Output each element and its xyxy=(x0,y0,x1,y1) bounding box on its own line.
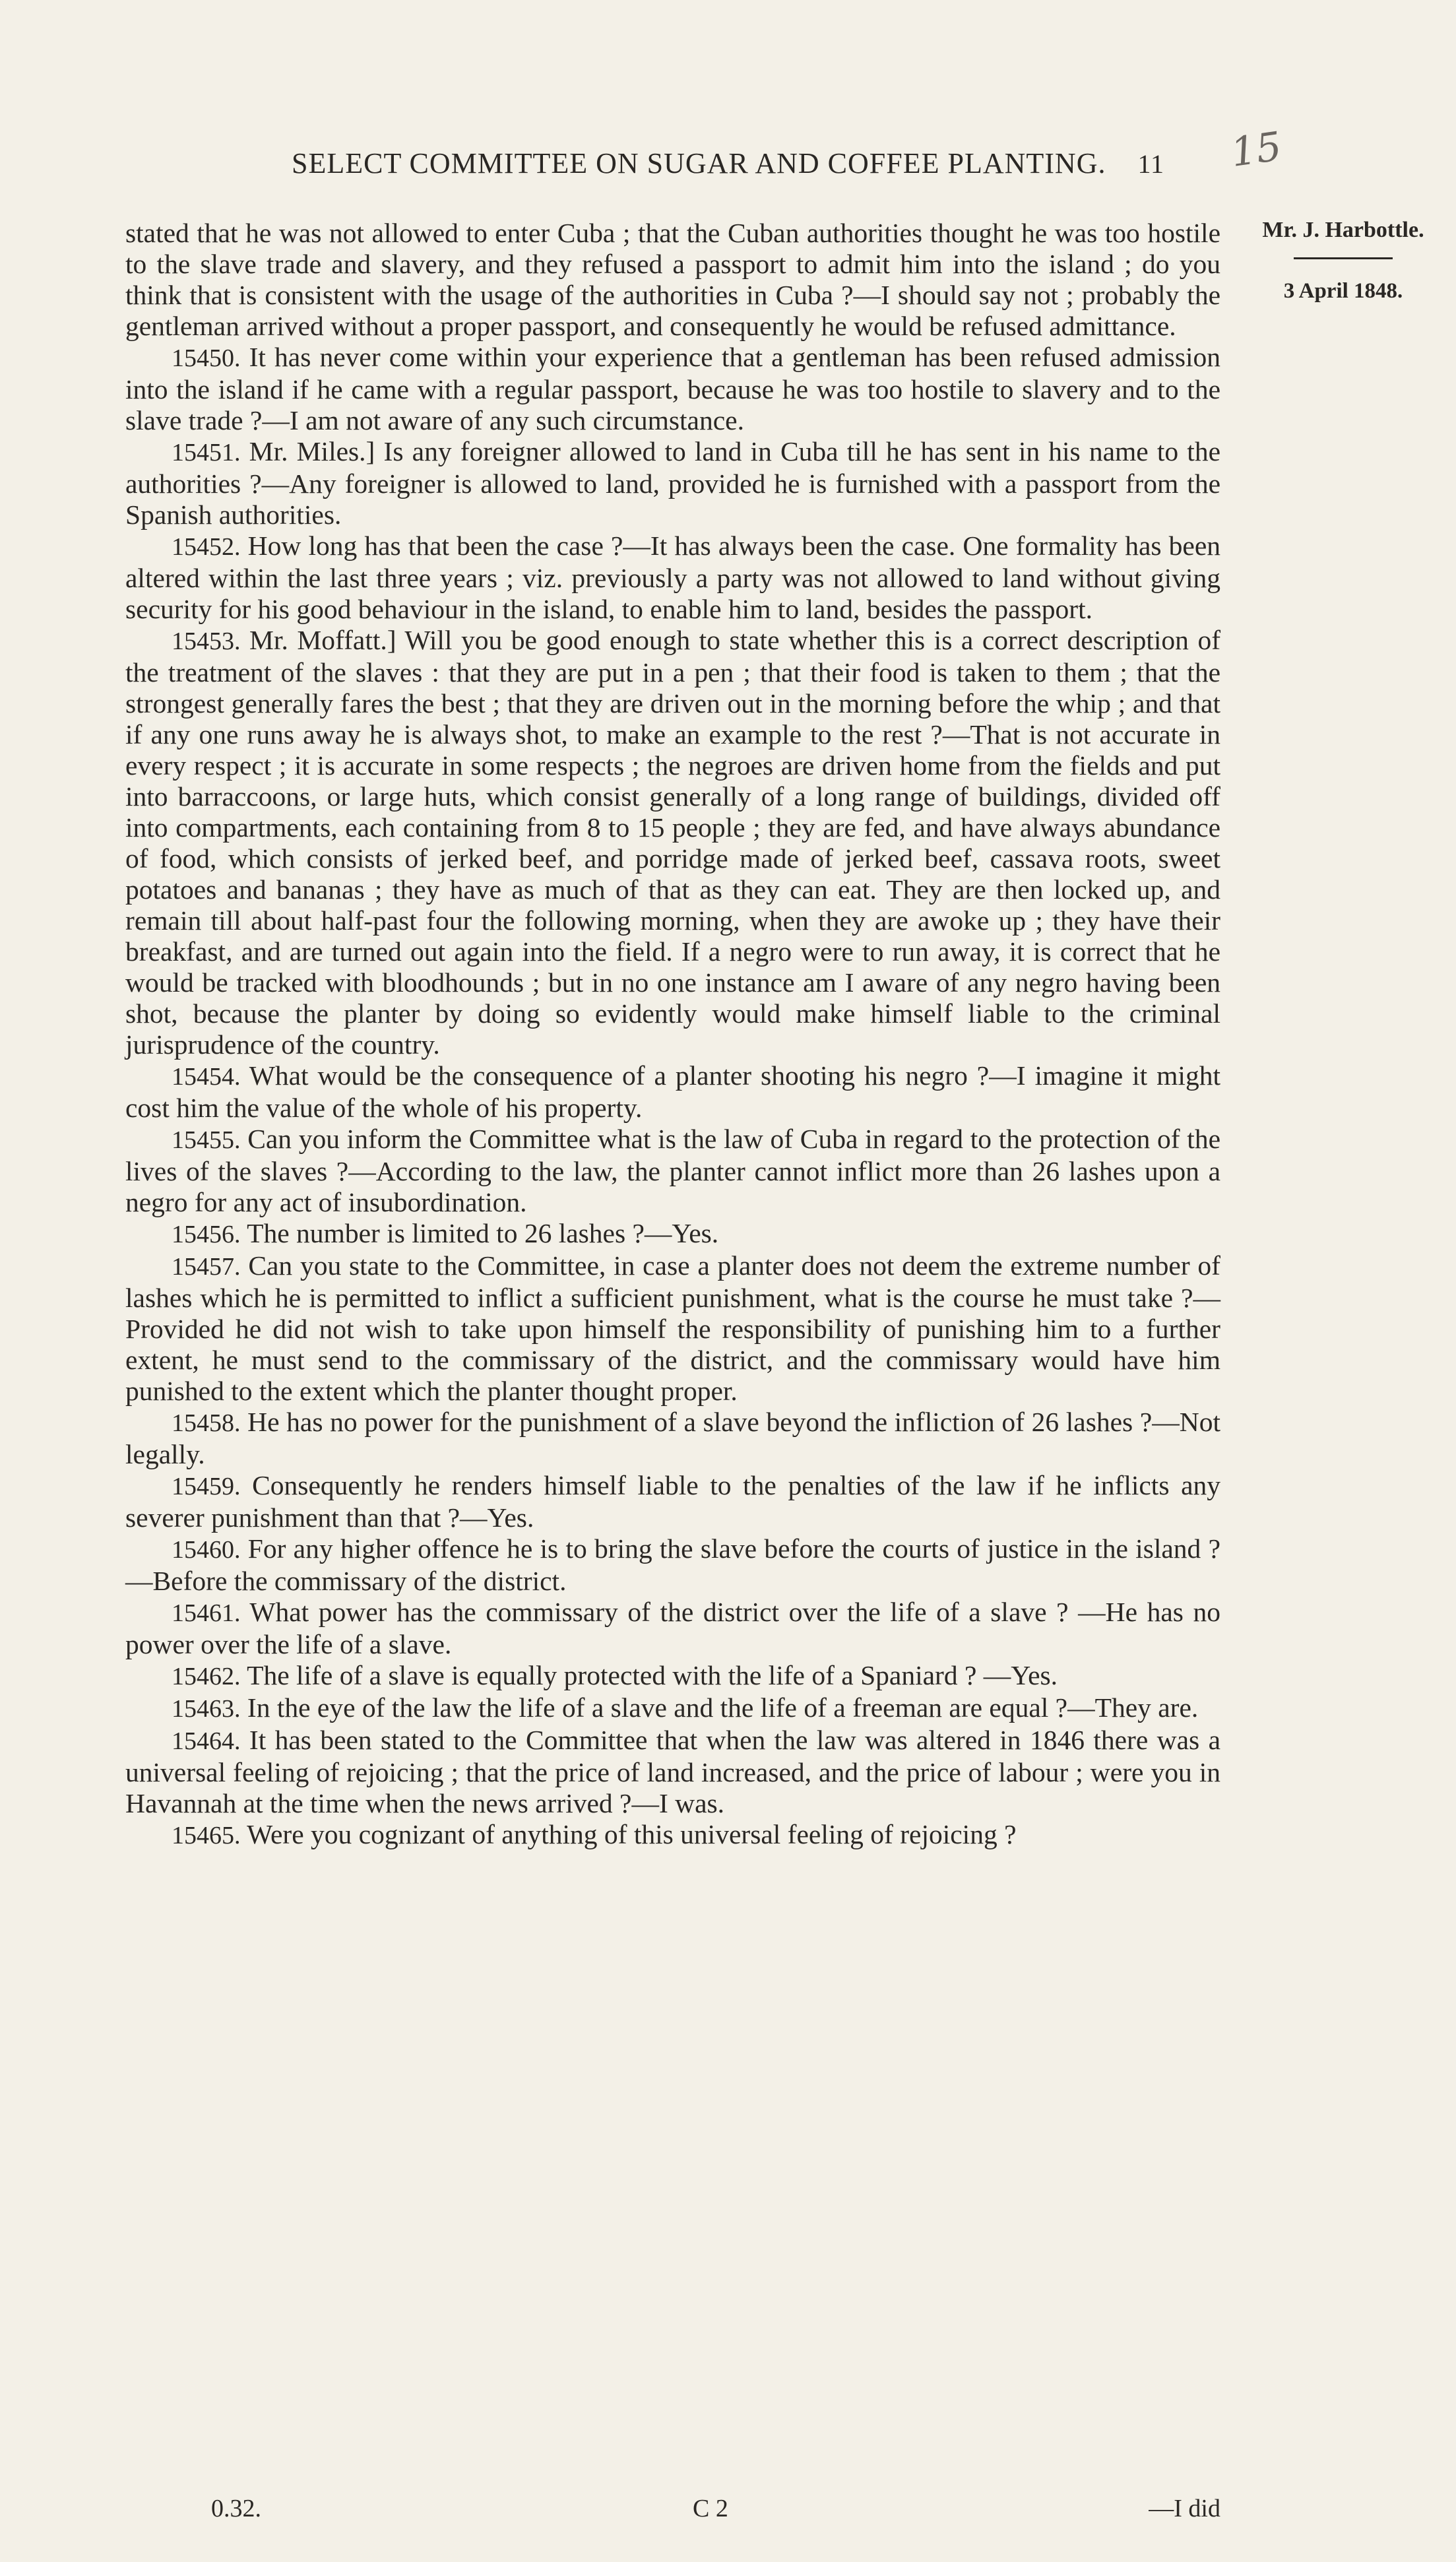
question-number: 15450. xyxy=(172,344,241,372)
paragraph-text: Were you cognizant of anything of this universal feeling of rejoicing ? xyxy=(247,1819,1017,1849)
question-number: 15463. xyxy=(172,1695,241,1723)
paragraph xyxy=(125,1660,1220,1692)
paragraph xyxy=(125,342,1220,436)
catchword: —I did xyxy=(1149,2495,1220,2522)
question-number: 15456. xyxy=(172,1221,241,1248)
paragraph-text: Can you state to the Committee, in case a planter does not deem the extreme number of lashes which he is permitted to inflict a sufficient punishment, what is the course he must take ?—Provided he did not wish to take upon himself the responsibility of punishing him to a further extent, he must send to the commissary of the district, and the commissary would have him punished to the extent which the planter thought proper. xyxy=(125,1250,1221,1406)
question-number: 15459. xyxy=(172,1473,241,1500)
testimony-body xyxy=(125,218,1220,1851)
paragraph-text: The number is limited to 26 lashes ?—Yes. xyxy=(247,1218,719,1248)
margin-note xyxy=(1244,218,1442,304)
paragraph-text: He has no power for the punishment of a slave beyond the infliction of 26 lashes ?—Not legally. xyxy=(125,1407,1220,1469)
paragraph-text: It has never come within your experience that a gentleman has been refused admission into the island if he came with a regular passport, because he was too hostile to slavery and to the slave trade ?—I am not aware of any such circumstance. xyxy=(125,342,1221,435)
paragraph xyxy=(125,625,1220,1060)
paragraph xyxy=(125,1597,1220,1660)
paragraph xyxy=(125,1819,1220,1851)
question-number: 15452. xyxy=(172,533,241,561)
witness-name: Mr. J. Harbottle. xyxy=(1262,218,1424,242)
paragraph xyxy=(125,1692,1220,1725)
paragraph xyxy=(125,1060,1220,1124)
footer-reference: 0.32. xyxy=(211,2495,261,2522)
page-footer xyxy=(125,2494,1220,2527)
page-number: 11 xyxy=(1137,149,1164,179)
question-number: 15457. xyxy=(172,1253,241,1281)
testimony-date: 3 April 1848. xyxy=(1283,279,1403,303)
paragraph-text: It has been stated to the Committee that when the law was altered in 1846 there was a universal feeling of rejoicing ; that the price of land increased, and the price of labour ; were you in Havannah at the time when the news arrived ?—I was. xyxy=(125,1725,1220,1818)
paragraph xyxy=(125,1725,1220,1819)
paragraph-text: Can you inform the Committee what is the law of Cuba in regard to the protection of the lives of the slaves ?—According to the law, the planter cannot inflict more than 26 lashes upon a negro for any act of insubordination. xyxy=(125,1124,1221,1217)
paragraph-text: stated that he was not allowed to enter Cuba ; that the Cuban authorities thought he was too hostile to the slave trade and slavery, and they refused a passport to admit him into the island ; do you think that is consistent with the usage of the authorities in Cuba ?—I should say not ; probably the gentleman arrived without a proper passport, and consequently he would be refused admittance. xyxy=(125,218,1220,341)
paragraph-text: Mr. Miles.] Is any foreigner allowed to land in Cuba till he has sent in his name to the authorities ?—Any foreigner is allowed to land, provided he is furnished with a passport from the Spanish authorities. xyxy=(125,436,1221,530)
paragraph xyxy=(125,1470,1220,1533)
paragraph-text: How long has that been the case ?—It has always been the case. One formality has been altered within the last three years ; viz. previously a party was not allowed to land without giving security for his good behaviour in the island, to enable him to land, besides the passport. xyxy=(125,530,1221,624)
signature-mark: C 2 xyxy=(693,2495,728,2522)
paragraph xyxy=(125,1533,1220,1597)
handwritten-page-number: 15 xyxy=(1228,123,1284,176)
question-number: 15464. xyxy=(172,1727,241,1755)
paragraph-text: What would be the consequence of a planter shooting his negro ?—I imagine it might cost him the value of the whole of his property. xyxy=(125,1060,1220,1123)
paragraph-text: For any higher offence he is to bring the slave before the courts of justice in the island ?—Before the commissary of the district. xyxy=(125,1533,1220,1596)
paragraph xyxy=(125,1124,1220,1218)
paragraph xyxy=(125,1407,1220,1470)
question-number: 15455. xyxy=(172,1126,241,1154)
paragraph-text: Consequently he renders himself liable to the penalties of the law if he inflicts any severer punishment than that ?—Yes. xyxy=(125,1470,1221,1533)
question-number: 15461. xyxy=(172,1599,241,1627)
paragraph-text: Mr. Moffatt.] Will you be good enough to state whether this is a correct description of the treatment of the slaves : that they are put in a pen ; that their food is taken to them ; that the strongest generally fares the best ; that they are driven out in the morning before the whip ; and that if any one runs away he is always shot, to make an example to the rest ?—That is not accurate in every respect ; it is accurate in some respects ; the negroes are driven home from the fields and put into barraccoons, or large huts, which consist generally of a long range of buildings, divided off into compartments, each containing from 8 to 15 people ; they are fed, and have always abundance of food, which consists of jerked beef, and porridge made of jerked beef, cassava roots, sweet potatoes and bananas ; they have as much of that as they can eat. They are then locked up, and remain till about half-past four the following morning, when they are awoke up ; they have their breakfast, and are turned out again into the field. If a negro were to run away, it is correct that he would be tracked with bloodhounds ; but in no one instance am I aware of any negro having been shot, because the planter by doing so evidently would make himself liable to the criminal jurisprudence of the country. xyxy=(125,625,1221,1060)
question-number: 15465. xyxy=(172,1822,241,1849)
paragraph xyxy=(125,530,1220,625)
question-number: 15453. xyxy=(172,627,241,655)
paragraph-text: What power has the commissary of the district over the life of a slave ? —He has no power over the life of a slave. xyxy=(125,1597,1220,1659)
margin-rule xyxy=(1294,257,1393,259)
question-number: 15454. xyxy=(172,1063,241,1091)
header-title: SELECT COMMITTEE ON SUGAR AND COFFEE PLANTING. xyxy=(292,147,1106,179)
question-number: 15451. xyxy=(172,439,241,466)
paragraph-text: The life of a slave is equally protected with the life of a Spaniard ? —Yes. xyxy=(247,1660,1058,1690)
paragraph xyxy=(125,1218,1220,1250)
paragraph xyxy=(125,1250,1220,1407)
question-number: 15460. xyxy=(172,1536,241,1564)
question-number: 15462. xyxy=(172,1663,241,1690)
paragraph xyxy=(125,218,1220,342)
paragraph-text: In the eye of the law the life of a slave and the life of a freeman are equal ?—They are. xyxy=(247,1692,1199,1723)
question-number: 15458. xyxy=(172,1409,241,1437)
paragraph xyxy=(125,436,1220,530)
